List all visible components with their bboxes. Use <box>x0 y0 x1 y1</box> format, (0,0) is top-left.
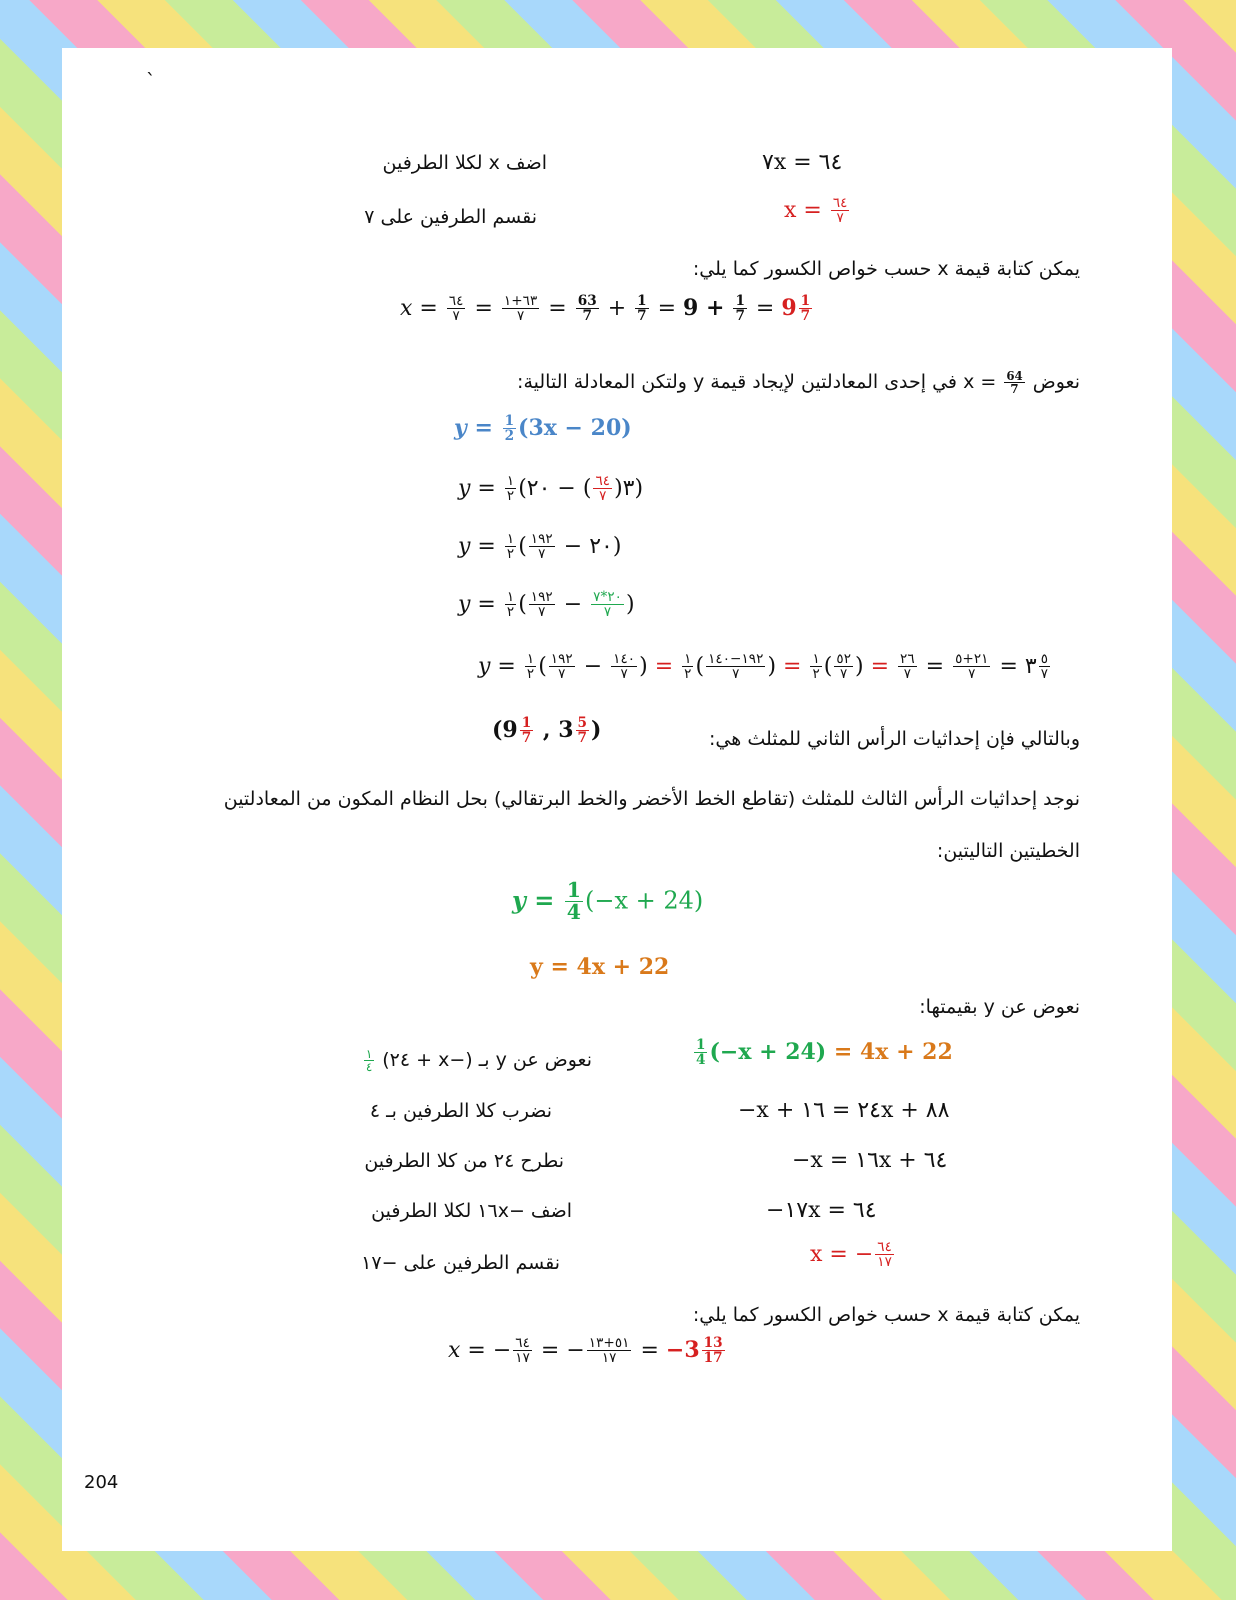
green-line-equation: y = $\frac{1}{4}$ (−x + 24) <box>512 878 704 925</box>
step-equation-4: −١٧x = ٦٤ <box>766 1198 877 1223</box>
step-note-3: نطرح ٢٤ من كلا الطرفين <box>364 1150 564 1172</box>
step-equation-3: −x = ١٦x + ٦٤ <box>792 1148 948 1173</box>
vertex3-note-line2: الخطيتين التاليتين: <box>936 840 1080 862</box>
step-equation-2: −x + ٢٤ = ١٦x + ٨٨ <box>738 1098 950 1123</box>
vertex2-coordinates: (9 $\frac{1}{7}$ , 3 $\frac{5}{7}$ ) <box>492 715 602 747</box>
mixed-number-equation: x = ٦٤ ٧ = ٦٣+١ ٧ = $\frac{63}{7}$ + $\frac{1}{7}$ = 9 + $\frac{1}{7}$ = 9 $\frac{1}{7}$ <box>400 293 811 325</box>
page <box>62 48 1172 1551</box>
step-note-2: نضرب كلا الطرفين بـ ٤ <box>369 1100 552 1122</box>
step2-equation: x = ٦٤ ٧ <box>784 195 848 227</box>
write-x-note-2: يمكن كتابة قيمة x حسب خواص الكسور كما يلي: <box>692 1304 1080 1326</box>
page-number: 204 <box>84 1472 119 1493</box>
substitute-note: نعوض $\frac{64}{7}$ = x في إحدى المعادلتين لإيجاد قيمة y ولتكن المعادلة التالية: <box>517 369 1080 397</box>
step2-note: نقسم الطرفين على ٧ <box>364 206 537 228</box>
step1-equation: ٧x = ٦٤ <box>762 150 843 175</box>
step-note-4: اضف −١٦x لكلا الطرفين <box>371 1200 572 1222</box>
y-equation-1: y = $\frac{1}{2}$ (3x − 20) <box>454 413 632 445</box>
step-note-1: نعوض عن y بـ (−x + ٢٤) ١ ٤ <box>365 1047 592 1075</box>
step-note-5: نقسم الطرفين على −١٧ <box>361 1252 560 1274</box>
y-equation-3: y = ١ ٢ ( ١٩٢ ٧ − ٢٠) <box>458 531 622 563</box>
mixed-number-equation-2: x = − ٦٤ ١٧ = − ٥١+١٣ ١٧ = −3 $\frac{13}{17}$ <box>448 1335 723 1367</box>
y-equation-2: y = ١ ٢ (٣( ٦٤ ٧ ) − ٢٠) <box>458 473 644 505</box>
vertex2-note: وبالتالي فإن إحداثيات الرأس الثاني للمثلث هي: <box>709 728 1080 750</box>
write-x-note: يمكن كتابة قيمة x حسب خواص الكسور كما يلي: <box>692 258 1080 280</box>
step-equation-1: $\frac{1}{4}$ (−x + 24) = 4x + 22 <box>696 1037 953 1069</box>
step1-note: اضف x لكلا الطرفين <box>382 152 547 174</box>
y-equation-5: y = ١ ٢ ( ١٩٢ ٧ − ١٤٠ ٧ ) = ١ ٢ ( ١٩٢−١٤٠ ٧ ) = ١ ٢ ( ٥٢ ٧ ) = ٢٦ ٧ = ٢١+٥ ٧ = ٣ ٥ ٧ <box>478 651 1049 683</box>
stray-mark: ` <box>146 70 156 92</box>
orange-line-equation: y = 4x + 22 <box>530 954 670 980</box>
step-equation-5: x = − ٦٤ ١٧ <box>810 1239 892 1271</box>
y-equation-4: y = ١ ٢ ( ١٩٢ ٧ − ٢٠*٧ ٧ ) <box>458 589 635 621</box>
vertex3-note-line1: نوجد إحداثيات الرأس الثالث للمثلث (تقاطع الخط الأخضر والخط البرتقالي) بحل النظام المكون من المعادلتين <box>223 788 1080 810</box>
substitute-y-note: نعوض عن y بقيمتها: <box>919 996 1080 1018</box>
